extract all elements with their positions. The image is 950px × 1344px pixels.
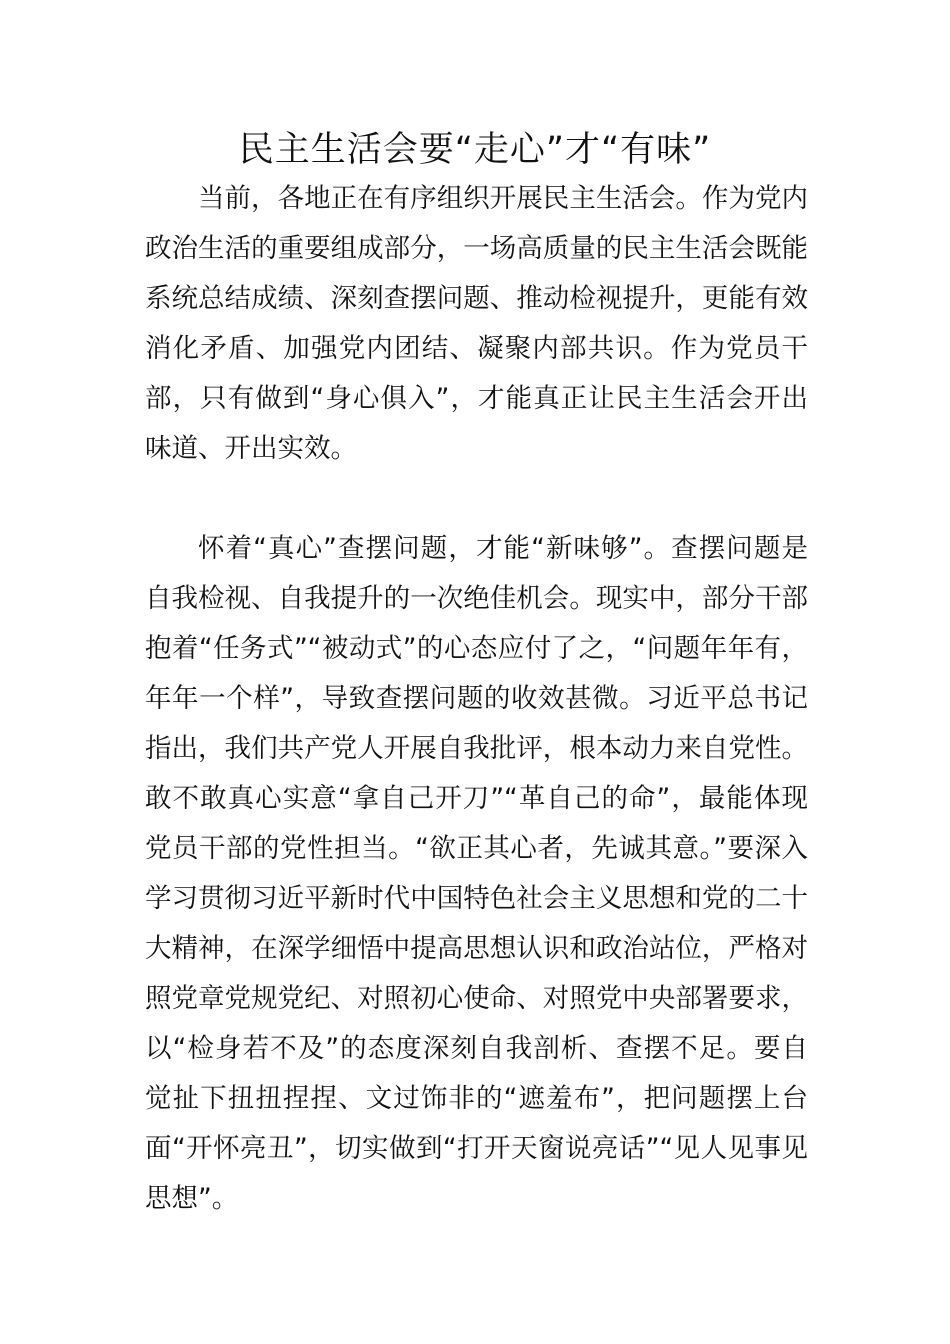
- paragraph-sincere-heart: 怀着“真心”查摆问题，才能“新味够”。查摆问题是自我检视、自我提升的一次绝佳机会。现实中，部分干部抱着“任务式”“被动式”的心态应付了之，“问题年年有，年年一个样”，导致查摆问题的收效甚微。习近平总书记指出，我们共产党人开展自我批评，根本动力来自党性。敢不敢真心实意“拿自己开刀”“革自己的命”，最能体现党员干部的党性担当。“欲正其心者，先诚其意。”要深入学习贯彻习近平新时代中国特色社会主义思想和党的二十大精神，在深学细悟中提高思想认识和政治站位，严格对照党章党规党纪、对照初心使命、对照党中央部署要求，以“检身若不及”的态度深刻自我剖析、查摆不足。要自觉扯下扭扭捏捏、文过饰非的“遮羞布”，把问题摆上台面“开怀亮丑”，切实做到“打开天窗说亮话”“见人见事见思想”。: [145, 533, 808, 1214]
- paragraph-intro: 当前，各地正在有序组织开展民主生活会。作为党内政治生活的重要组成部分，一场高质量的民主生活会既能系统总结成绩、深刻查摆问题、推动检视提升，更能有效消化矛盾、加强党内团结、凝聚内部共识。作为党员干部，只有做到“身心俱入”，才能真正让民主生活会开出味道、开出实效。: [145, 183, 808, 464]
- document-title: 民主生活会要“走心”才“有味”: [238, 130, 712, 170]
